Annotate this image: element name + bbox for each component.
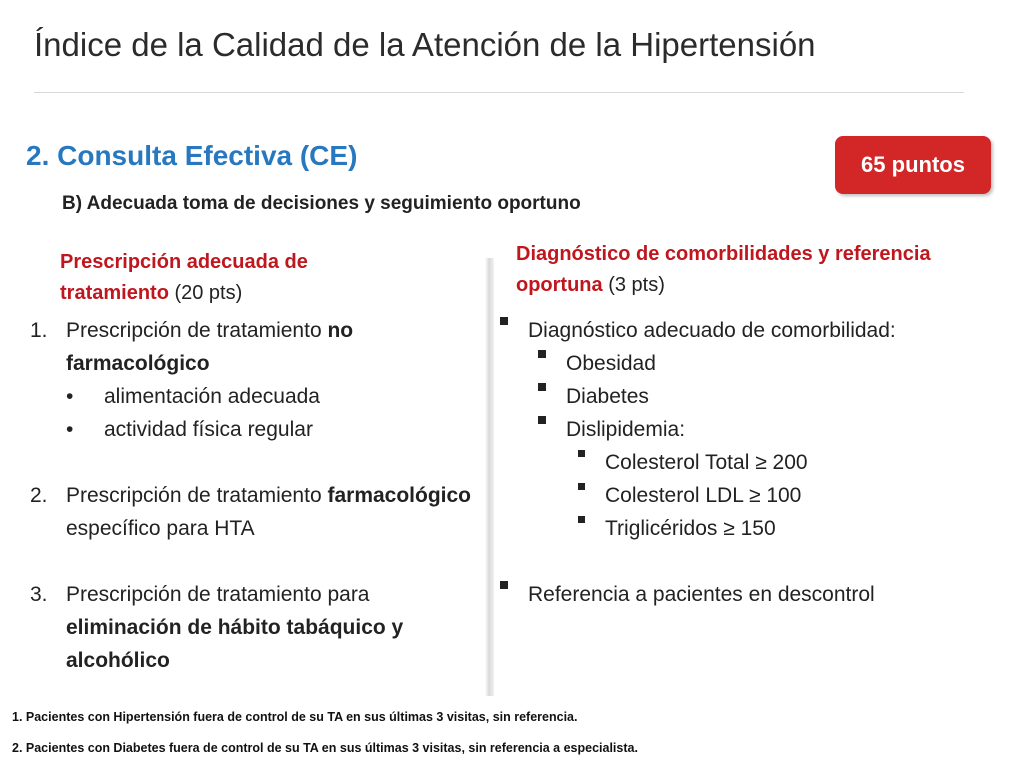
list-item	[30, 479, 485, 545]
column-divider	[485, 258, 494, 696]
item-number: 2.	[30, 484, 48, 507]
square-bullet-icon	[538, 425, 549, 436]
list-item	[498, 380, 998, 413]
item-number: 1.	[30, 319, 48, 342]
comorbidity-list	[498, 314, 998, 611]
footnote-1: 1. Pacientes con Hipertensión fuera de control de su TA en sus últimas 3 visitas, sin referencia.	[12, 710, 578, 724]
list-item	[498, 578, 998, 611]
square-bullet-icon	[538, 392, 549, 403]
square-bullet-icon	[500, 590, 511, 601]
treatment-list	[30, 314, 485, 677]
sub-list-item	[30, 380, 485, 413]
title-divider	[34, 92, 964, 93]
square-bullet-icon	[578, 491, 589, 502]
list-item	[498, 479, 998, 512]
points-badge: 65 puntos	[835, 136, 991, 194]
item-text: Prescripción de tratamiento farmacológico específico para HTA	[66, 484, 472, 540]
diagnosis-label: Diagnóstico adecuado de comorbilidad:	[528, 319, 896, 342]
condition-text: Dislipidemia:	[566, 418, 686, 441]
sub-item-text: alimentación adecuada	[104, 385, 320, 408]
left-heading-text: Prescripción adecuada de tratamiento	[60, 251, 308, 304]
list-item	[498, 512, 998, 545]
left-heading-points: (20 pts)	[174, 282, 243, 304]
lipid-criterion: Colesterol LDL ≥ 100	[605, 484, 802, 507]
condition-text: Diabetes	[566, 385, 649, 408]
list-item	[498, 347, 998, 380]
list-item	[498, 413, 998, 446]
list-item	[30, 578, 485, 677]
lipid-criterion: Triglicéridos ≥ 150	[605, 517, 776, 540]
bullet-icon: •	[66, 385, 74, 408]
section-title: 2. Consulta Efectiva (CE)	[26, 140, 358, 171]
referral-text: Referencia a pacientes en descontrol	[528, 583, 875, 606]
item-number: 3.	[30, 583, 48, 606]
list-item	[30, 314, 485, 380]
list-item	[498, 446, 998, 479]
right-heading-text: Diagnóstico de comorbilidades y referencia oportuna	[516, 243, 931, 296]
bullet-icon: •	[66, 418, 74, 441]
sub-item-text: actividad física regular	[104, 418, 313, 441]
slide-title: Índice de la Calidad de la Atención de la Hipertensión	[34, 26, 816, 63]
square-bullet-icon	[500, 326, 511, 337]
lipid-criterion: Colesterol Total ≥ 200	[605, 451, 808, 474]
item-text: Prescripción de tratamiento no farmacológico	[66, 319, 354, 375]
left-column-heading	[60, 247, 420, 309]
square-bullet-icon	[578, 524, 589, 535]
right-heading-points: (3 pts)	[608, 274, 665, 296]
square-bullet-icon	[578, 458, 589, 469]
right-column-heading	[516, 239, 936, 301]
list-item	[498, 314, 998, 347]
item-text: Prescripción de tratamiento para eliminación de hábito tabáquico y alcohólico	[66, 583, 404, 672]
square-bullet-icon	[538, 359, 549, 370]
footnote-2: 2. Pacientes con Diabetes fuera de control de su TA en sus últimas 3 visitas, sin referencia a especialista.	[12, 741, 638, 755]
section-subtitle: B) Adecuada toma de decisiones y seguimiento oportuno	[62, 193, 581, 214]
condition-text: Obesidad	[566, 352, 656, 375]
sub-list-item	[30, 413, 485, 446]
